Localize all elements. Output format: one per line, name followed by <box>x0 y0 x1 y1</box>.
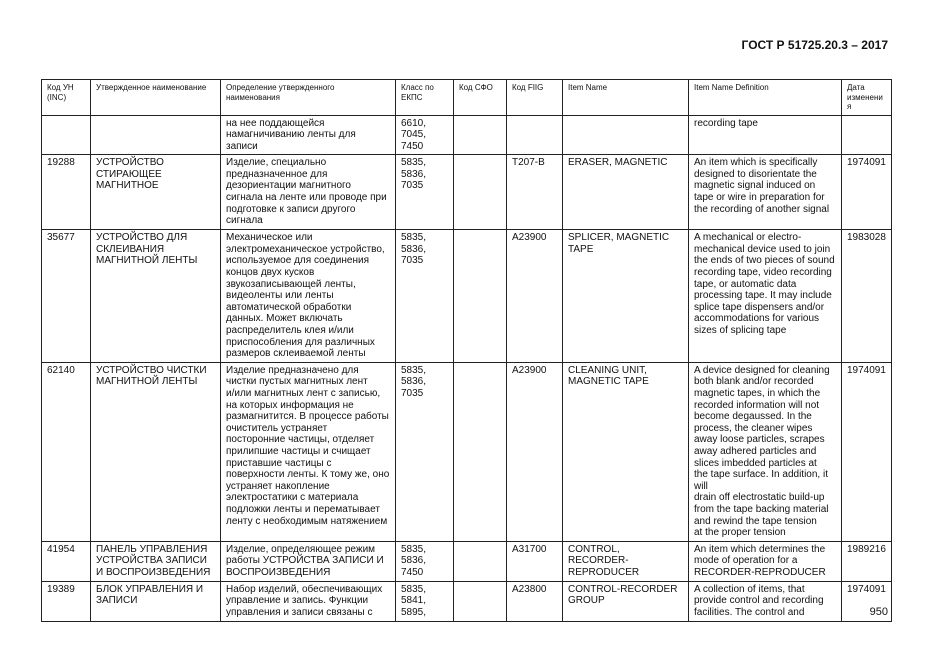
table-cell: An item which is specifically designed to disorientate the magnetic signal induced on tape or wire in preparation for the recording of another signal <box>689 155 842 230</box>
table-cell: 19288 <box>42 155 91 230</box>
column-header: Item Name Definition <box>689 80 842 116</box>
table-cell: A collection of items, that provide control and recording facilities. The control and <box>689 581 842 621</box>
column-header: Item Name <box>563 80 689 116</box>
column-header: Код УН (INC) <box>42 80 91 116</box>
table-row <box>42 541 892 581</box>
table-row <box>42 115 892 155</box>
table-cell: A mechanical or electro- mechanical device used to join the ends of two pieces of sound recording tape, video recording tape, or automatic data processing tape. It may include splice tape dispensers and/or accommodations for various sizes of splicing tape <box>689 230 842 363</box>
table-cell <box>454 581 507 621</box>
table-cell: 5835, 5841, 5895, <box>396 581 454 621</box>
column-header: Определение утвержденного наименования <box>221 80 396 116</box>
table-row <box>42 362 892 541</box>
table-cell: на нее поддающейся намагничиванию ленты для записи <box>221 115 396 155</box>
column-header: Код FIIG <box>507 80 563 116</box>
table-row <box>42 581 892 621</box>
table-cell: A31700 <box>507 541 563 581</box>
table-cell: УСТРОЙСТВО СТИРАЮЩЕЕ МАГНИТНОЕ <box>91 155 221 230</box>
table-cell: 35677 <box>42 230 91 363</box>
table-cell: УСТРОЙСТВО ЧИСТКИ МАГНИТНОЙ ЛЕНТЫ <box>91 362 221 541</box>
table-cell: 1989216 <box>842 541 892 581</box>
table-cell: 1974091 <box>842 362 892 541</box>
table-cell: 62140 <box>42 362 91 541</box>
table-cell <box>842 115 892 155</box>
table-cell: CONTROL, RECORDER- REPRODUCER <box>563 541 689 581</box>
table-cell <box>454 362 507 541</box>
table-cell: 1974091 <box>842 581 892 621</box>
table-cell <box>454 115 507 155</box>
table-row <box>42 230 892 363</box>
table-cell <box>42 115 91 155</box>
table-cell: 6610, 7045, 7450 <box>396 115 454 155</box>
document-code: ГОСТ Р 51725.20.3 – 2017 <box>741 38 888 52</box>
table-cell: A23800 <box>507 581 563 621</box>
table-cell: CLEANING UNIT, MAGNETIC TAPE <box>563 362 689 541</box>
table-cell <box>454 155 507 230</box>
column-header: Код СФО <box>454 80 507 116</box>
table-cell: 19389 <box>42 581 91 621</box>
table-cell: A23900 <box>507 362 563 541</box>
table-cell <box>454 541 507 581</box>
table-cell: 41954 <box>42 541 91 581</box>
table-row <box>42 155 892 230</box>
table-cell <box>563 115 689 155</box>
table-cell: ПАНЕЛЬ УПРАВЛЕНИЯ УСТРОЙСТВА ЗАПИСИ И ВОСПРОИЗВЕДЕНИЯ <box>91 541 221 581</box>
table-cell: ERASER, MAGNETIC <box>563 155 689 230</box>
table-cell: An item which determines the mode of operation for a RECORDER-REPRODUCER <box>689 541 842 581</box>
table-cell: 1974091 <box>842 155 892 230</box>
column-header: Утвержденное наименование <box>91 80 221 116</box>
table-cell: 5835, 5836, 7035 <box>396 362 454 541</box>
table-cell <box>454 230 507 363</box>
table-cell: SPLICER, MAGNETIC TAPE <box>563 230 689 363</box>
table-cell <box>91 115 221 155</box>
table-cell: T207-B <box>507 155 563 230</box>
table-cell: CONTROL-RECORDER GROUP <box>563 581 689 621</box>
table-header-row <box>42 80 892 116</box>
table-cell: 1983028 <box>842 230 892 363</box>
table-cell: A device designed for cleaning both blank and/or recorded magnetic tapes, in which the recorded information will not become degaussed. In the process, the cleaner wipes away loose particles, scrapes away adhered particles and slices imbedded particles at the tape surface. In addition, it will drain off electrostatic build-up from the tape backing material and rewind the tape tension at the proper tension <box>689 362 842 541</box>
column-header: Дата изменения <box>842 80 892 116</box>
page-number: 950 <box>869 606 888 618</box>
table-cell: Изделие, специально предназначенное для дезориентации магнитного сигнала на ленте или проводе при подготовке к записи другого сигнала <box>221 155 396 230</box>
table-cell: Набор изделий, обеспечивающих управление и запись. Функции управления и записи связаны с <box>221 581 396 621</box>
table-cell <box>507 115 563 155</box>
table-cell: 5835, 5836, 7035 <box>396 230 454 363</box>
table-cell: 5835, 5836, 7450 <box>396 541 454 581</box>
table-cell: recording tape <box>689 115 842 155</box>
item-names-table <box>41 79 892 622</box>
table-cell: БЛОК УПРАВЛЕНИЯ И ЗАПИСИ <box>91 581 221 621</box>
column-header: Класс по ЕКПС <box>396 80 454 116</box>
table-cell: УСТРОЙСТВО ДЛЯ СКЛЕИВАНИЯ МАГНИТНОЙ ЛЕНТЫ <box>91 230 221 363</box>
table-cell: A23900 <box>507 230 563 363</box>
table-cell: 5835, 5836, 7035 <box>396 155 454 230</box>
table-cell: Изделие предназначено для чистки пустых магнитных лент и/или магнитных лент с записью, на которых информация не размагнитится. В процессе работы очиститель устраняет посторонние частицы, отделяет прилипшие частицы и счищает приставшие частицы с поверхности ленты. К тому же, оно устраняет накопление электростатики с материала подложки ленты и перематывает ленту с необходимым натяжением <box>221 362 396 541</box>
table-cell: Механическое или электромеханическое устройство, используемое для соединения концов двух кусков звукозаписывающей ленты, видеоленты или ленты автоматической обработки данных. Может включать распределитель клея и/или приспособления для различных размеров склеиваемой ленты <box>221 230 396 363</box>
table-cell: Изделие, определяющее режим работы УСТРОЙСТВА ЗАПИСИ И ВОСПРОИЗВЕДЕНИЯ <box>221 541 396 581</box>
